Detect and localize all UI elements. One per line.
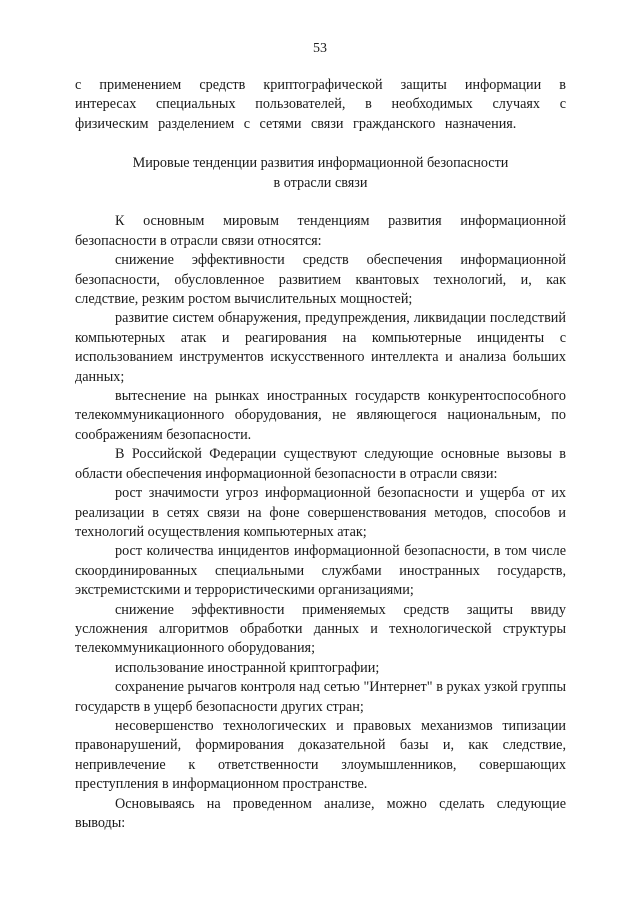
- page-number: 53: [313, 41, 327, 56]
- list-item: рост значимости угроз информационной безопасности и ущерба от их реализации в сетях связи на фоне совершенствования методов, способов и технологий осуществления компьютерных атак;: [75, 485, 566, 540]
- list-item: использование иностранной криптографии;: [115, 659, 380, 676]
- list-item: рост количества инцидентов информационной безопасности, в том числе скоординированных специальными службами иностранных государств, экстремистскими и террористическими организациями;: [75, 543, 566, 599]
- paragraph: В Российской Федерации существуют следующие основные вызовы в области обеспечения информационной безопасности в отрасли связи:: [75, 446, 566, 482]
- list-item: сохранение рычагов контроля над сетью "Интернет" в руках узкой группы государств в ущерб безопасности других стран;: [75, 679, 566, 715]
- list-item: снижение эффективности применяемых средств защиты ввиду усложнения алгоритмов обработки данных и технологической структуры телекоммуникационного оборудования;: [75, 601, 566, 657]
- list-item: вытеснение на рынках иностранных государств конкурентоспособного телекоммуникационного оборудования, не являющегося национальным, по соображениям безопасности.: [75, 388, 566, 443]
- document-body: [75, 76, 566, 833]
- list-item: несовершенство технологических и правовых механизмов типизации правонарушений, формирования доказательной базы и, как следствие, непривлечение к ответственности злоумышленников, совершающих преступления в информационном пространстве.: [75, 717, 566, 793]
- section-heading: [75, 154, 566, 193]
- list-item: снижение эффективности средств обеспечения информационной безопасности, обусловленное развитием квантовых технологий, и, как следствие, резким ростом вычислительных мощностей;: [75, 252, 566, 308]
- list-item: развитие систем обнаружения, предупреждения, ликвидации последствий компьютерных атак и реагирования на компьютерные инциденты с использованием инструментов искусственного интеллекта и анализа больших данных;: [75, 310, 566, 385]
- section-heading-line-2: в отрасли связи: [273, 174, 368, 191]
- paragraph: К основным мировым тенденциям развития информационной безопасности в отрасли связи относятся:: [75, 213, 566, 249]
- section-heading-line-1: Мировые тенденции развития информационной безопасности: [132, 155, 509, 172]
- paragraph: Основываясь на проведенном анализе, можно сделать следующие выводы:: [75, 795, 566, 831]
- intro-paragraph: с применением средств криптографической защиты информации в интересах специальных пользователей, в необходимых случаях с физическим разделением с сетями связи гражданского назначения.: [75, 77, 566, 132]
